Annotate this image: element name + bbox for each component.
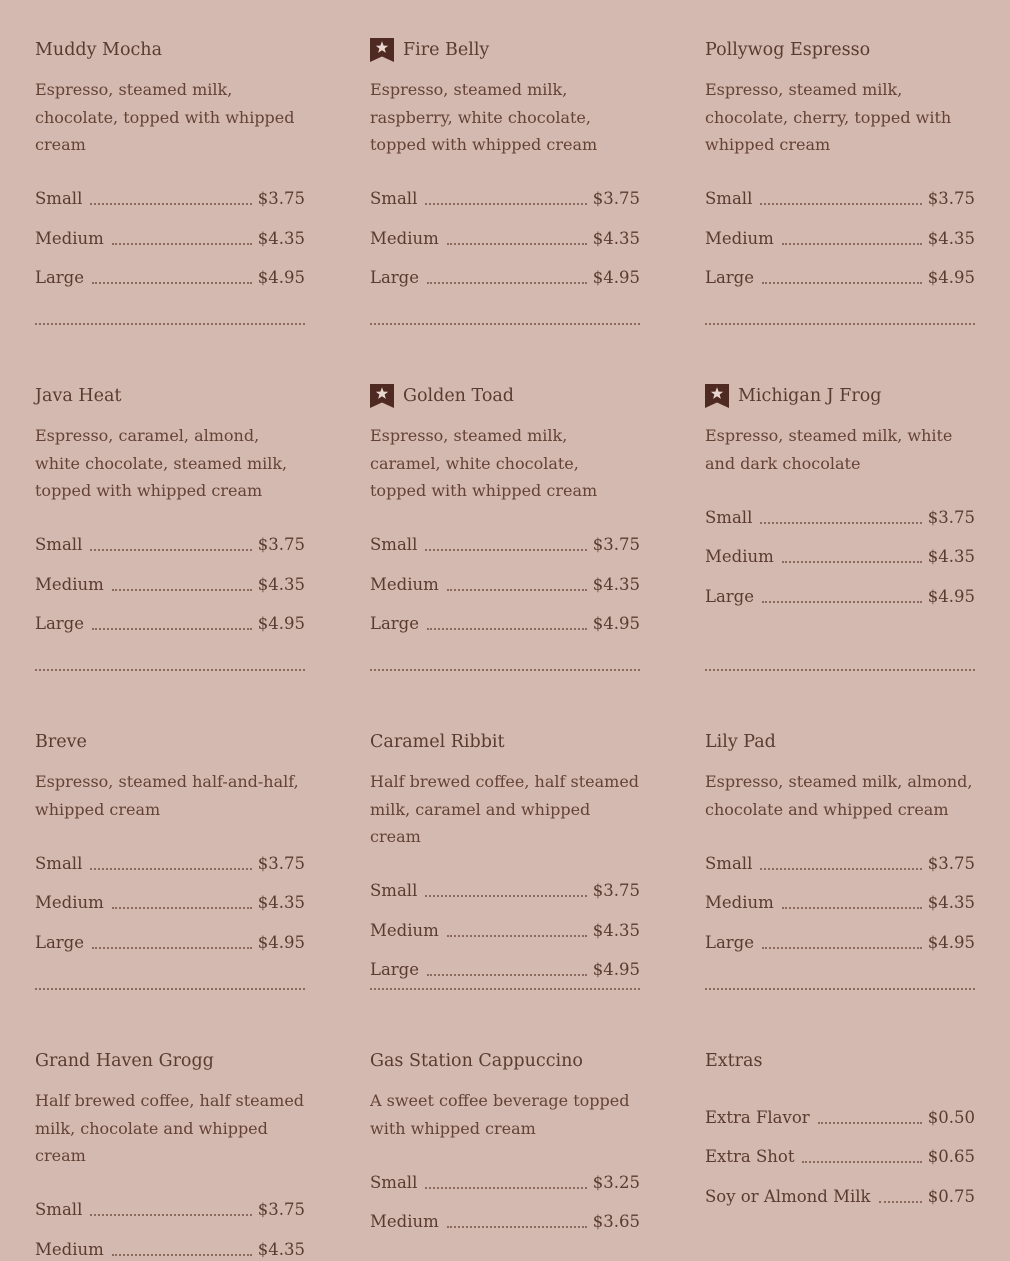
- size-label: Medium: [705, 893, 774, 912]
- dot-leader: [760, 868, 921, 870]
- dot-leader: [802, 1161, 921, 1163]
- dot-leader: [112, 243, 252, 245]
- price-row-large: [705, 914, 975, 954]
- section-divider: [705, 988, 975, 990]
- price-row-small: [370, 863, 640, 903]
- size-label: Large: [370, 614, 420, 633]
- price-value: $3.75: [927, 507, 975, 527]
- price-row-medium: [35, 556, 305, 596]
- price-value: $3.75: [257, 535, 305, 554]
- size-label: Large: [35, 932, 85, 952]
- price-list: [35, 171, 305, 290]
- price-row-large: [35, 596, 305, 636]
- price-value: $4.95: [592, 960, 640, 979]
- price-row-extra-shot: [705, 1129, 975, 1169]
- dot-leader: [112, 1254, 252, 1256]
- menu-item-caramel-ribbit: [370, 729, 640, 981]
- menu-item-fire-belly: [370, 37, 640, 289]
- item-name: Fire Belly: [403, 40, 490, 60]
- price-value: $4.35: [257, 1239, 305, 1259]
- menu-item-lily-pad: [705, 729, 975, 954]
- price-value: $4.35: [592, 228, 640, 248]
- size-label: Large: [705, 268, 755, 287]
- item-description: Half brewed coffee, half steamed milk, caramel and whipped cream: [370, 772, 640, 846]
- price-row-small: [705, 489, 975, 529]
- price-row-medium: [370, 902, 640, 942]
- size-label: Medium: [705, 547, 774, 566]
- price-value: $3.65: [592, 1212, 640, 1231]
- item-name: Golden Toad: [403, 386, 514, 406]
- price-list: [35, 517, 305, 636]
- size-label: Small: [370, 189, 418, 208]
- price-value: $3.75: [592, 189, 640, 208]
- item-title: [35, 729, 305, 755]
- price-row-small: [35, 1182, 305, 1222]
- size-label: Medium: [35, 228, 104, 248]
- price-value: $4.95: [592, 268, 640, 287]
- price-value: $3.75: [927, 853, 975, 873]
- price-value: $0.50: [927, 1107, 975, 1127]
- dot-leader: [90, 868, 251, 870]
- item-name: Michigan J Frog: [738, 386, 882, 406]
- price-value: $4.35: [927, 547, 975, 566]
- star-bookmark-icon: [370, 38, 394, 62]
- item-description: Espresso, steamed milk, almond, chocolate and whipped cream: [705, 772, 973, 819]
- item-title: [35, 383, 305, 409]
- item-description: Espresso, steamed half-and-half, whipped cream: [35, 772, 299, 819]
- item-title: [705, 37, 975, 63]
- section-divider: [35, 669, 305, 671]
- item-name: Gas Station Cappuccino: [370, 1051, 583, 1071]
- dot-leader: [762, 947, 922, 949]
- size-label: Medium: [370, 574, 439, 594]
- item-description: Half brewed coffee, half steamed milk, chocolate and whipped cream: [35, 1091, 305, 1165]
- price-value: $3.75: [592, 535, 640, 554]
- dot-leader: [782, 243, 922, 245]
- dot-leader: [90, 1214, 251, 1216]
- menu-item-michigan-j-frog: [705, 383, 975, 608]
- price-list: [705, 171, 975, 290]
- size-label: Small: [370, 535, 418, 554]
- price-row-small: [35, 517, 305, 557]
- size-label: Medium: [35, 893, 104, 912]
- price-list: [35, 835, 305, 954]
- price-row-small: [705, 171, 975, 211]
- item-title: [370, 1048, 640, 1074]
- price-value: $4.95: [257, 268, 305, 287]
- item-description: Espresso, steamed milk, chocolate, cherry, topped with whipped cream: [705, 80, 952, 154]
- menu-item-extras: [705, 1048, 975, 1208]
- dot-leader: [447, 243, 587, 245]
- star-bookmark-icon: [705, 384, 729, 408]
- menu-item-breve: [35, 729, 305, 954]
- dot-leader: [425, 1187, 586, 1189]
- dot-leader: [425, 549, 586, 551]
- price-row-medium: [35, 210, 305, 250]
- item-description: Espresso, steamed milk, caramel, white chocolate, topped with whipped cream: [370, 426, 598, 500]
- dot-leader: [112, 907, 252, 909]
- price-row-small: [35, 171, 305, 211]
- size-label: Small: [35, 189, 83, 208]
- price-value: $4.35: [257, 574, 305, 594]
- price-row-large: [705, 568, 975, 608]
- dot-leader: [92, 947, 252, 949]
- item-title: [705, 1048, 975, 1074]
- dot-leader: [760, 203, 921, 205]
- price-list: [370, 517, 640, 636]
- item-name: Muddy Mocha: [35, 40, 163, 60]
- dot-leader: [760, 522, 921, 524]
- price-row-small: [705, 835, 975, 875]
- price-value: $3.75: [592, 881, 640, 900]
- size-label: Small: [370, 1172, 418, 1192]
- price-value: $4.95: [257, 614, 305, 633]
- item-name: Extras: [705, 1051, 763, 1071]
- dot-leader: [425, 895, 586, 897]
- price-row-medium: [35, 875, 305, 915]
- price-value: $4.95: [927, 586, 975, 606]
- item-title: [705, 729, 975, 755]
- price-list: [370, 171, 640, 290]
- price-value: $4.35: [592, 574, 640, 594]
- price-row-small: [370, 171, 640, 211]
- item-title: [35, 37, 305, 63]
- price-list: [35, 1182, 305, 1261]
- size-label: Small: [35, 535, 83, 554]
- dot-leader: [427, 628, 587, 630]
- price-row-medium: [370, 210, 640, 250]
- dot-leader: [818, 1122, 922, 1124]
- size-label: Large: [705, 932, 755, 952]
- size-label: Large: [370, 960, 420, 979]
- section-divider: [705, 669, 975, 671]
- price-list: [370, 1154, 640, 1233]
- size-label: Large: [35, 614, 85, 633]
- price-row-medium: [370, 556, 640, 596]
- item-title: [35, 1048, 305, 1074]
- price-row-large: [35, 250, 305, 290]
- dot-leader: [92, 628, 252, 630]
- item-name: Breve: [35, 732, 87, 752]
- price-value: $4.95: [592, 614, 640, 633]
- size-label: Medium: [370, 1212, 439, 1231]
- price-row-medium: [705, 529, 975, 569]
- size-label: Medium: [370, 920, 439, 940]
- item-description: Espresso, caramel, almond, white chocolate, steamed milk, topped with whipped cream: [35, 426, 288, 500]
- item-description: Espresso, steamed milk, white and dark chocolate: [705, 426, 953, 473]
- section-divider: [35, 988, 305, 990]
- price-value: $4.35: [257, 228, 305, 248]
- dot-leader: [427, 974, 587, 976]
- menu-item-grand-haven-grogg: [35, 1048, 305, 1261]
- dot-leader: [90, 549, 251, 551]
- price-list: [705, 1089, 975, 1208]
- item-name: Lily Pad: [705, 732, 776, 752]
- section-divider: [370, 988, 640, 990]
- size-label: Medium: [705, 228, 774, 248]
- price-value: $3.75: [257, 853, 305, 873]
- price-row-medium: [370, 1194, 640, 1234]
- size-label: Medium: [370, 228, 439, 248]
- price-row-large: [705, 250, 975, 290]
- price-row-medium: [705, 875, 975, 915]
- price-value: $3.25: [592, 1172, 640, 1192]
- menu-item-java-heat: [35, 383, 305, 635]
- price-row-small: [35, 835, 305, 875]
- price-row-small: [370, 517, 640, 557]
- item-name: Pollywog Espresso: [705, 40, 871, 60]
- dot-leader: [762, 601, 922, 603]
- item-description: Espresso, steamed milk, raspberry, white chocolate, topped with whipped cream: [370, 80, 598, 154]
- item-title: [370, 383, 640, 409]
- size-label: Large: [35, 268, 85, 287]
- size-label: Small: [370, 881, 418, 900]
- price-row-extra-flavor: [705, 1089, 975, 1129]
- item-description: Espresso, steamed milk, chocolate, topped with whipped cream: [35, 80, 295, 154]
- menu-item-gas-station-cappuccino: [370, 1048, 640, 1233]
- section-divider: [370, 669, 640, 671]
- price-row-large: [370, 250, 640, 290]
- section-divider: [35, 323, 305, 325]
- price-value: $4.95: [257, 932, 305, 952]
- dot-leader: [762, 282, 922, 284]
- price-value: $4.35: [592, 920, 640, 940]
- dot-leader: [782, 907, 922, 909]
- size-label: Small: [35, 1200, 83, 1219]
- item-name: Grand Haven Grogg: [35, 1051, 214, 1071]
- price-row-soy-almond-milk: [705, 1168, 975, 1208]
- dot-leader: [425, 203, 586, 205]
- item-name: Java Heat: [35, 386, 122, 406]
- price-value: $4.35: [927, 893, 975, 912]
- price-row-medium: [35, 1221, 305, 1261]
- price-row-medium: [705, 210, 975, 250]
- size-label: Soy or Almond Milk: [705, 1186, 871, 1206]
- price-value: $4.35: [257, 893, 305, 912]
- price-list: [705, 835, 975, 954]
- price-list: [370, 863, 640, 982]
- menu-item-muddy-mocha: [35, 37, 305, 289]
- item-title: [370, 729, 640, 755]
- item-name: Caramel Ribbit: [370, 732, 505, 752]
- dot-leader: [447, 935, 587, 937]
- price-value: $0.75: [927, 1186, 975, 1206]
- size-label: Small: [705, 507, 753, 527]
- price-value: $4.95: [927, 932, 975, 952]
- menu-item-pollywog-espresso: [705, 37, 975, 289]
- menu-item-golden-toad: [370, 383, 640, 635]
- item-title: [370, 37, 640, 63]
- section-divider: [705, 323, 975, 325]
- price-row-large: [370, 942, 640, 982]
- size-label: Extra Shot: [705, 1147, 795, 1166]
- size-label: Small: [35, 853, 83, 873]
- price-value: $0.65: [927, 1147, 975, 1166]
- dot-leader: [92, 282, 252, 284]
- item-title: [705, 383, 975, 409]
- size-label: Medium: [35, 1239, 104, 1259]
- size-label: Medium: [35, 574, 104, 594]
- price-list: [705, 489, 975, 608]
- size-label: Small: [705, 189, 753, 208]
- section-divider: [370, 323, 640, 325]
- size-label: Large: [705, 586, 755, 606]
- star-bookmark-icon: [370, 384, 394, 408]
- price-value: $3.75: [257, 1200, 305, 1219]
- price-value: $3.75: [927, 189, 975, 208]
- size-label: Extra Flavor: [705, 1107, 810, 1127]
- dot-leader: [90, 203, 251, 205]
- dot-leader: [447, 589, 587, 591]
- price-row-large: [35, 914, 305, 954]
- size-label: Large: [370, 268, 420, 287]
- price-value: $4.35: [927, 228, 975, 248]
- price-row-large: [370, 596, 640, 636]
- size-label: Small: [705, 853, 753, 873]
- dot-leader: [447, 1226, 587, 1228]
- dot-leader: [427, 282, 587, 284]
- price-value: $3.75: [257, 189, 305, 208]
- dot-leader: [782, 561, 922, 563]
- price-row-small: [370, 1154, 640, 1194]
- dot-leader: [112, 589, 252, 591]
- item-description: A sweet coffee beverage topped with whipped cream: [370, 1091, 630, 1138]
- dot-leader: [879, 1201, 922, 1203]
- price-value: $4.95: [927, 268, 975, 287]
